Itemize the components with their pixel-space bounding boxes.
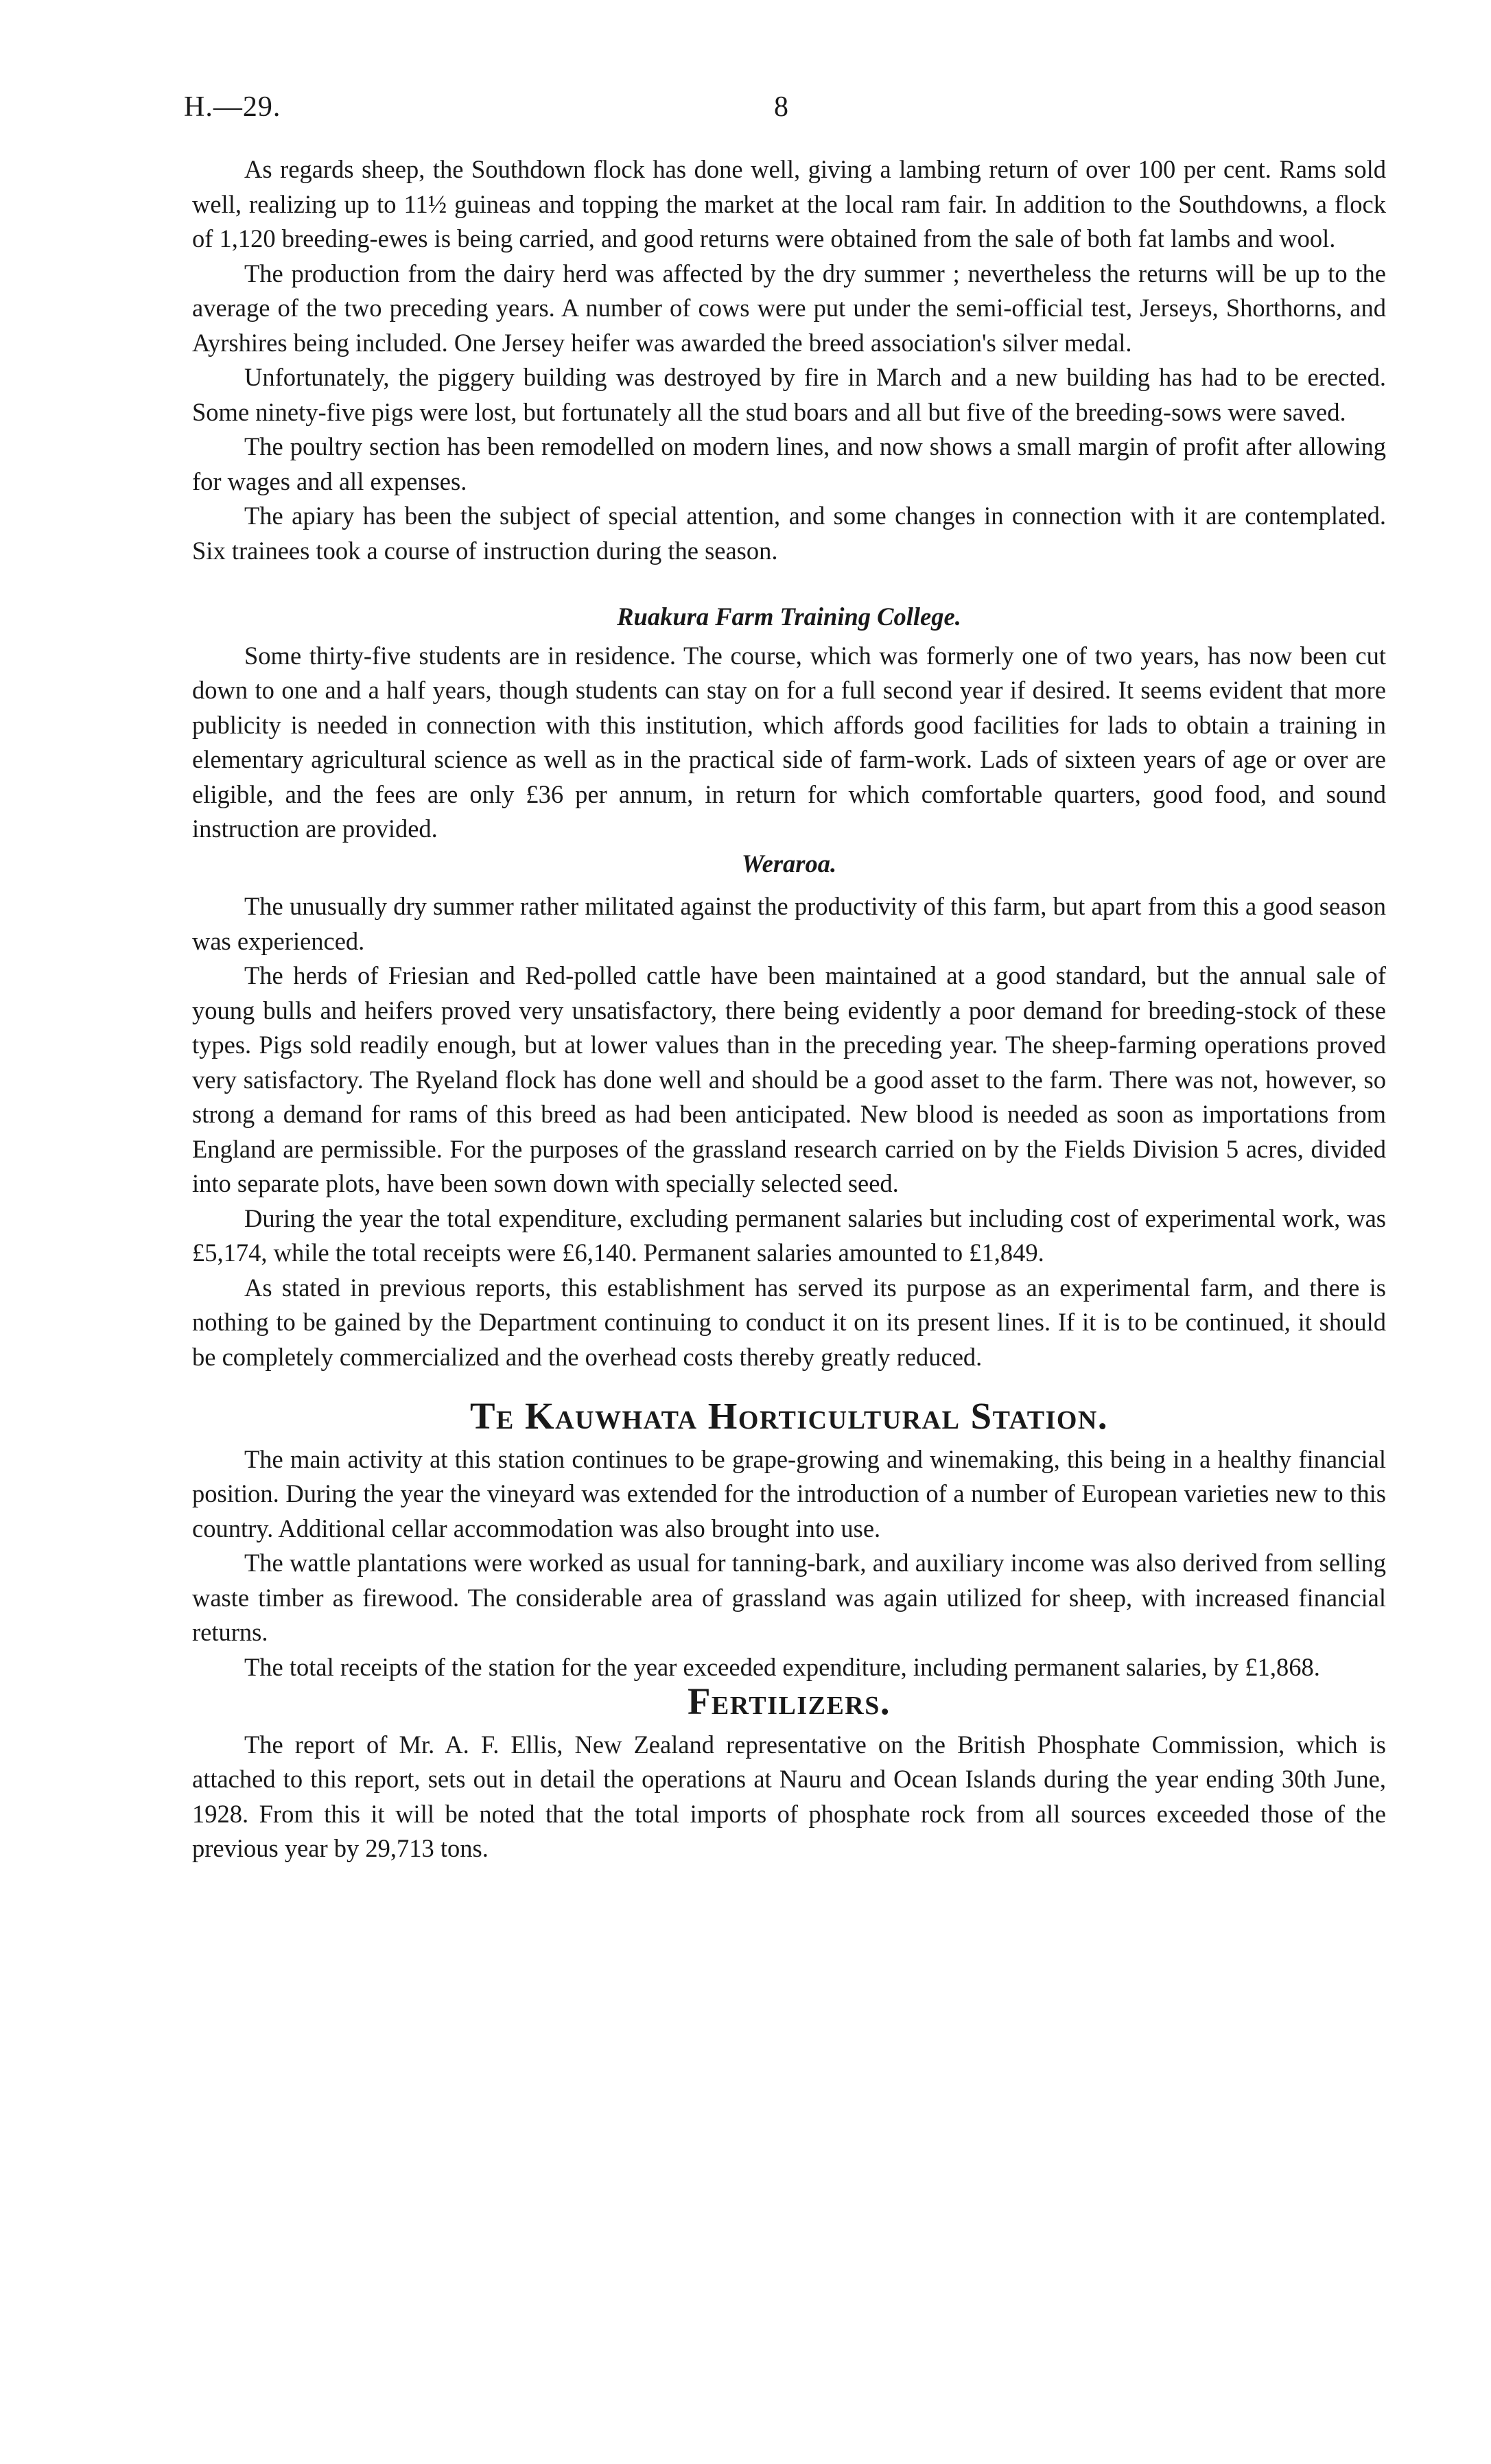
fertilizers-section <box>192 1680 1386 1866</box>
paragraph: The report of Mr. A. F. Ellis, New Zealand representative on the British Phosphate Commission, which is attached to this report, sets out in detail the operations at Nauru and Ocean Islands during the year ending 30th June, 1928. From this it will be noted that the total imports of phosphate rock from all sources exceeded those of the previous year by 29,713 tons. <box>192 1730 1386 1862</box>
paragraph: Unfortunately, the piggery building was destroyed by fire in March and a new building has had to be erected. Some ninety-five pigs were lost, but fortunately all the stud boars and all but five of the breeding-sows were saved. <box>192 363 1386 426</box>
section-heading-ruakura: Ruakura Farm Training College. <box>617 602 961 631</box>
paragraph: During the year the total expenditure, excluding permanent salaries but including cost of experimental work, was £5,174, while the total receipts were £6,140. Permanent salaries amounted to £1,849. <box>192 1204 1386 1267</box>
document-body <box>192 152 1386 1866</box>
section-heading-te-kauwhata: Te Kauwhata Horticultural Station. <box>469 1395 1109 1437</box>
paragraph: As regards sheep, the Southdown flock has done well, giving a lambing return of over 100 per cent. Rams sold well, realizing up to 11½ guineas and topping the market at the local ram fair. In addition to the Southdowns, a flock of 1,120 breeding-ewes is being carried, and good returns were obtained from the sale of both fat lambs and wool. <box>192 155 1386 253</box>
paragraph: The apiary has been the subject of special attention, and some changes in connection with it are contemplated. Six trainees took a course of instruction during the season. <box>192 502 1386 565</box>
paragraph: The total receipts of the station for the year exceeded expenditure, including permanent salaries, by £1,868. <box>244 1652 1320 1681</box>
paragraph: The wattle plantations were worked as usual for tanning-bark, and auxiliary income was also derived from selling waste timber as firewood. The considerable area of grassland was again utilized for sheep, with increased financial returns. <box>192 1549 1386 1646</box>
sheep-dairy-section <box>192 152 1386 568</box>
page-header <box>184 91 1392 132</box>
section-heading-weraroa: Weraroa. <box>741 849 837 878</box>
paragraph: The production from the dairy herd was affected by the dry summer ; nevertheless the returns will be up to the average of the two preceding years. A number of cows were put under the semi-official test, Jerseys, Shorthorns, and Ayrshires being included. One Jersey heifer was awarded the breed association's silver medal. <box>192 259 1386 357</box>
paragraph: Some thirty-five students are in residence. The course, which was formerly one of two years, has now been cut down to one and a half years, though students can stay on for a full second year if desired. It seems evident that more publicity is needed in connection with this institution, which affords good facilities for lads to obtain a training in elementary agricultural science as well as in the practical side of farm-work. Lads of sixteen years of age or over are eligible, and the fees are only £36 per annum, in return for which comfortable quarters, good food, and sound instruction are provided. <box>192 641 1386 843</box>
weraroa-section <box>192 847 1386 1375</box>
page-number: 8 <box>774 91 788 123</box>
paragraph: The unusually dry summer rather militated against the productivity of this farm, but apart from this a good season was experienced. <box>192 892 1386 955</box>
paragraph: The main activity at this station continues to be grape-growing and winemaking, this being in a healthy financial position. During the year the vineyard was extended for the introduction of a number of European varieties new to this country. Additional cellar accommodation was also brought into use. <box>192 1444 1386 1542</box>
document-reference: H.—29. <box>184 91 281 123</box>
paragraph: The herds of Friesian and Red-polled cattle have been maintained at a good standard, but the annual sale of young bulls and heifers proved very unsatisfactory, there being evidently a poor demand for breeding-stock of these types. Pigs sold readily enough, but at lower values than in the preceding year. The sheep-farming operations proved very satisfactory. The Ryeland flock has done well and should be a good asset to the farm. There was not, however, so strong a demand for rams of this breed as had been anticipated. New blood is needed as soon as importations from England are permissible. For the purposes of the grassland research carried on by the Fields Division 5 acres, divided into separate plots, have been sown down with specially selected seed. <box>192 961 1386 1197</box>
ruakura-section <box>192 600 1386 847</box>
paragraph: As stated in previous reports, this establishment has served its purpose as an experimental farm, and there is nothing to be gained by the Department continuing to conduct it on its present lines. If it is to be continued, it should be completely commercialized and the overhead costs thereby greatly reduced. <box>192 1273 1386 1371</box>
paragraph: The poultry section has been remodelled on modern lines, and now shows a small margin of profit after allowing for wages and all expenses. <box>192 432 1386 495</box>
te-kauwhata-section <box>192 1395 1386 1685</box>
section-heading-fertilizers: Fertilizers. <box>687 1680 891 1722</box>
